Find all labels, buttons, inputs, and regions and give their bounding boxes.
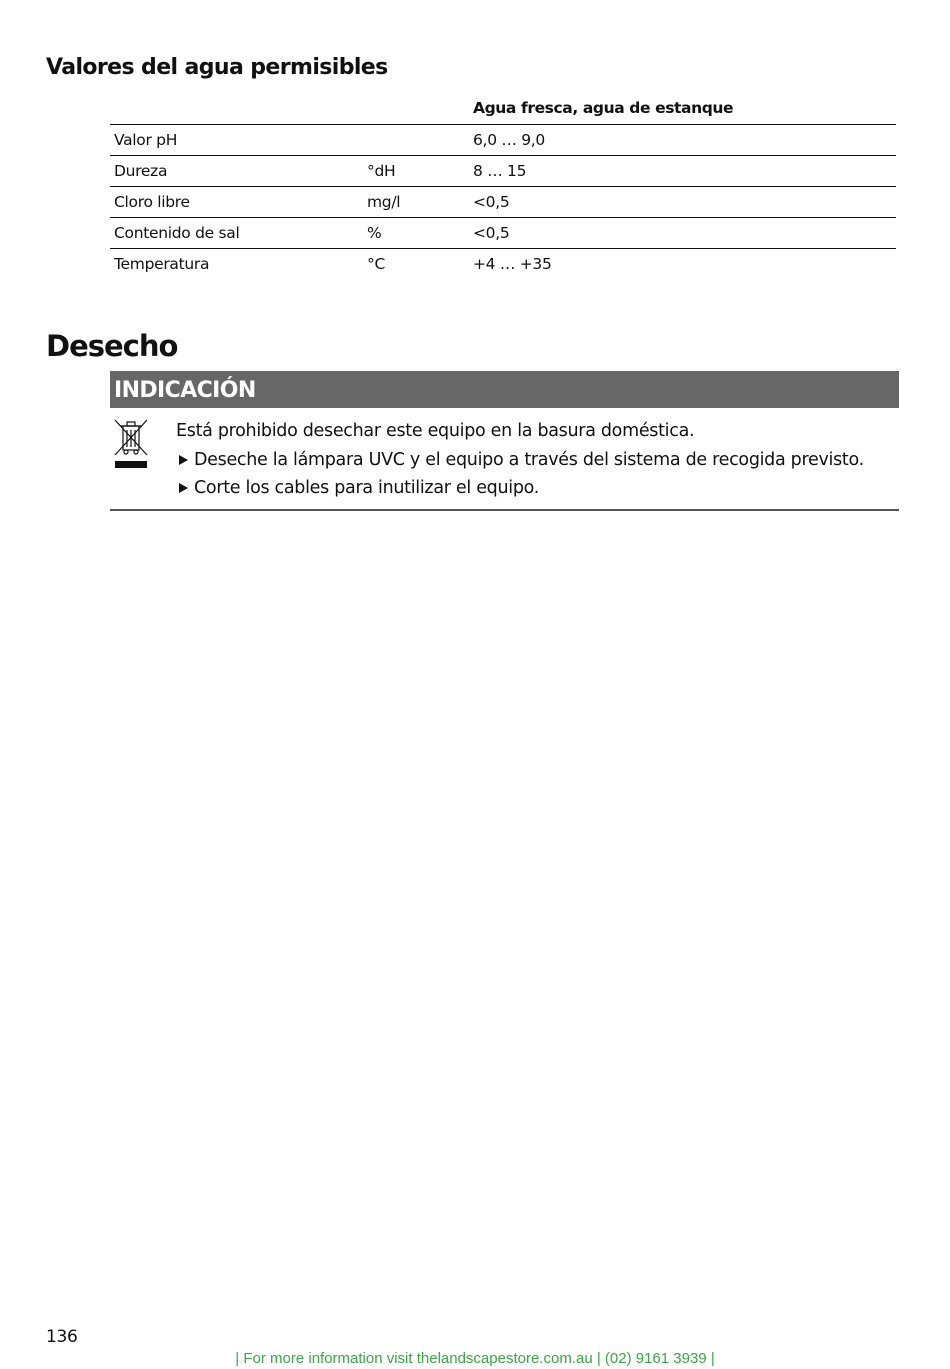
table-row: [110, 125, 896, 156]
row-value: 6,0 … 9,0: [469, 125, 896, 156]
weee-crossed-bin-icon: [112, 417, 150, 473]
section-title-disposal: Desecho: [46, 329, 178, 363]
notice-step: [176, 446, 896, 475]
header-param: [110, 92, 363, 125]
row-param: Cloro libre: [110, 187, 363, 218]
notice-step-text: Deseche la lámpara UVC y el equipo a través del sistema de recogida previsto.: [194, 449, 864, 470]
row-unit: [363, 125, 469, 156]
step-arrow-icon: [179, 483, 188, 493]
notice-step-text: Corte los cables para inutilizar el equipo.: [194, 478, 539, 498]
notice-bottom-divider: [110, 509, 899, 511]
notice-body: [176, 417, 896, 503]
row-param: Contenido de sal: [110, 218, 363, 249]
row-unit: mg/l: [363, 187, 469, 218]
row-param: Valor pH: [110, 125, 363, 156]
header-value: Agua fresca, agua de estanque: [469, 92, 896, 125]
page-number: 136: [46, 1327, 78, 1347]
notice-statement: Está prohibido desechar este equipo en la basura doméstica.: [176, 421, 695, 441]
notice-label: INDICACIÓN: [114, 378, 256, 403]
notice-label-bar: [110, 371, 899, 408]
footer-info-link[interactable]: | For more information visit thelandscapestore.com.au | (02) 9161 3939 |: [235, 1350, 715, 1367]
row-value: <0,5: [469, 187, 896, 218]
water-values-table: [110, 92, 896, 279]
table-row: [110, 249, 896, 280]
row-param: Dureza: [110, 156, 363, 187]
table-row: [110, 187, 896, 218]
row-unit: %: [363, 218, 469, 249]
row-unit: °dH: [363, 156, 469, 187]
row-param: Temperatura: [114, 255, 210, 273]
row-value: 8 … 15: [469, 156, 896, 187]
table-row: [110, 218, 896, 249]
notice-step: [176, 474, 896, 503]
row-value: <0,5: [469, 218, 896, 249]
table-row: [110, 156, 896, 187]
row-value: +4 … +35: [473, 255, 552, 273]
header-unit: [363, 92, 469, 125]
section-title-water-values: Valores del agua permisibles: [46, 55, 388, 80]
table-header-row: [110, 92, 896, 125]
step-arrow-icon: [179, 455, 188, 465]
row-unit: °C: [367, 255, 385, 273]
